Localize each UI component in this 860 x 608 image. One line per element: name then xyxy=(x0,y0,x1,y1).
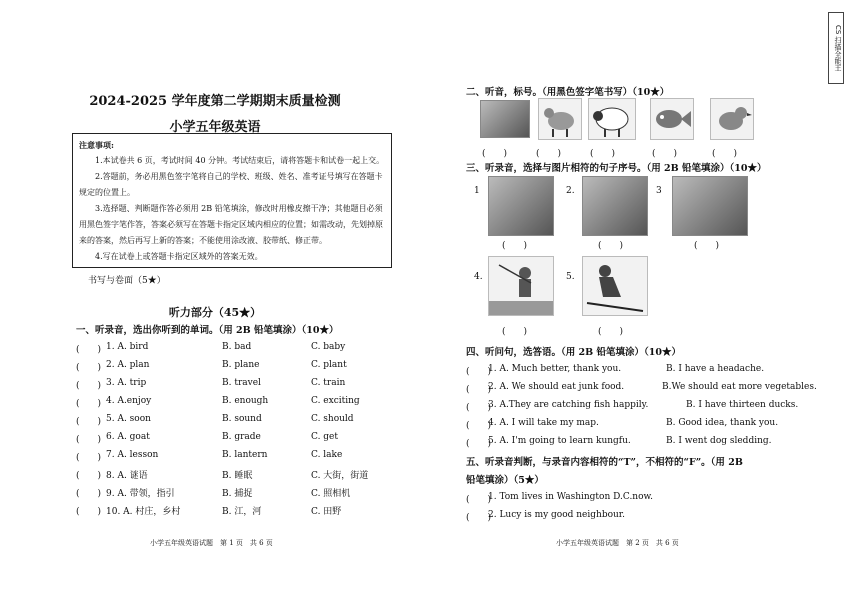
question-row xyxy=(466,418,846,434)
option-b: B. 江，河 xyxy=(222,507,262,517)
exam-subtitle: 小学五年级英语 xyxy=(169,120,261,135)
option-a: 10. A. 村庄，乡村 xyxy=(106,507,181,517)
fishing-icon xyxy=(489,257,553,315)
answer-paren[interactable]: ( ) xyxy=(76,363,102,373)
option-a: 6. A. goat xyxy=(106,432,150,442)
page-2 xyxy=(430,0,860,608)
question-row xyxy=(76,504,406,522)
answer-paren[interactable]: ( ) xyxy=(76,399,102,409)
page-footer: 小学五年级英语试题 第 1 页 共 6 页 xyxy=(150,539,273,547)
answer-paren[interactable]: ( ) xyxy=(466,421,492,431)
statement-text: 1. Tom lives in Washington D.C.now. xyxy=(488,492,654,502)
option-a: 3. A. trip xyxy=(106,378,147,388)
answer-paren[interactable]: ( ) xyxy=(466,385,492,395)
answer-paren[interactable]: ( ) xyxy=(598,241,624,251)
option-c: C. get xyxy=(311,432,338,442)
option-b: B. sound xyxy=(222,414,262,424)
option-b: B. I went dog sledding. xyxy=(666,436,772,446)
exam-title: 2024-2025 学年度第二学期期末质量检测 xyxy=(89,94,341,109)
question-row xyxy=(76,486,406,504)
answer-paren[interactable]: ( ) xyxy=(466,439,492,449)
question-row xyxy=(76,342,406,360)
answer-paren[interactable]: ( ) xyxy=(536,149,562,159)
picture-fishing xyxy=(488,256,554,316)
question-row xyxy=(466,436,846,452)
option-a: 9. A. 带领，指引 xyxy=(106,489,175,499)
question-row xyxy=(466,492,846,508)
question-row xyxy=(76,414,406,432)
answer-paren[interactable]: ( ) xyxy=(76,453,102,463)
answer-paren[interactable]: ( ) xyxy=(598,327,624,337)
answer-paren[interactable]: ( ) xyxy=(502,327,528,337)
answer-paren[interactable]: ( ) xyxy=(76,417,102,427)
picture-sheep xyxy=(588,98,636,140)
goat-icon xyxy=(539,99,581,139)
option-b: B. enough xyxy=(222,396,269,406)
question-row xyxy=(76,468,406,486)
answer-paren[interactable]: ( ) xyxy=(712,149,738,159)
option-a: 2. A. We should eat junk food. xyxy=(488,382,625,392)
answer-paren[interactable]: ( ) xyxy=(466,403,492,413)
skiing-icon xyxy=(583,257,647,315)
notice-item: 2.答题前，务必用黑色签字笔将自己的学校、班级、姓名、准考证号填写在答题卡规定的位置上。 xyxy=(79,172,383,197)
option-a: 8. A. 谜语 xyxy=(106,471,148,481)
answer-paren[interactable]: ( ) xyxy=(502,241,528,251)
picture-fish xyxy=(650,98,694,140)
question-row xyxy=(76,450,406,468)
picture-walking xyxy=(582,176,648,236)
question-row xyxy=(76,432,406,450)
option-b: B. Good idea, thank you. xyxy=(666,418,779,428)
section-5-title-cont: 铅笔填涂）（5★） xyxy=(466,475,544,486)
option-a: 1. A. Much better, thank you. xyxy=(488,364,622,374)
answer-paren[interactable]: ( ) xyxy=(76,381,102,391)
answer-paren[interactable]: ( ) xyxy=(590,149,616,159)
picture-number: 1 xyxy=(474,186,480,196)
question-row xyxy=(76,360,406,378)
option-a: 4. A.enjoy xyxy=(106,396,152,406)
option-c: C. 照相机 xyxy=(311,489,351,499)
answer-paren[interactable]: ( ) xyxy=(694,241,720,251)
option-b: B. bad xyxy=(222,342,252,352)
answer-paren[interactable]: ( ) xyxy=(482,149,508,159)
answer-paren[interactable]: ( ) xyxy=(76,471,102,481)
option-c: C. lake xyxy=(311,450,343,460)
question-row xyxy=(466,400,846,416)
option-a: 7. A. lesson xyxy=(106,450,159,460)
option-a: 5. A. soon xyxy=(106,414,151,424)
option-c: C. should xyxy=(311,414,354,424)
section-5-title: 五、听录音判断，与录音内容相符的“T”，不相符的“F”。（用 2B xyxy=(466,457,743,468)
question-row xyxy=(76,378,406,396)
option-a: 4. A. I will take my map. xyxy=(488,418,599,428)
answer-paren[interactable]: ( ) xyxy=(466,513,492,523)
answer-paren[interactable]: ( ) xyxy=(76,507,102,517)
picture-number: 4. xyxy=(474,272,483,282)
answer-paren[interactable]: ( ) xyxy=(466,495,492,505)
option-c: C. exciting xyxy=(311,396,360,406)
option-b: B.We should eat more vegetables. xyxy=(662,382,817,392)
fish-icon xyxy=(651,99,693,139)
option-a: 1. A. bird xyxy=(106,342,149,352)
notice-heading: 注意事项: xyxy=(79,140,114,150)
option-c: C. baby xyxy=(311,342,346,352)
notice-item: 1.本试卷共 6 页，考试时间 40 分钟。考试结束后，请将答题卡和试卷一起上交。 xyxy=(95,156,385,165)
section-4-title: 四、听问句，选答语。（用 2B 铅笔填涂）（10★） xyxy=(466,347,681,358)
answer-paren[interactable]: ( ) xyxy=(76,489,102,499)
option-a: 3. A.They are catching fish happily. xyxy=(488,400,649,410)
picture-number: 3 xyxy=(656,186,662,196)
notice-box xyxy=(72,133,392,268)
picture-goat xyxy=(538,98,582,140)
section-1-title: 一、听录音，选出你听到的单词。（用 2B 铅笔填涂）（10★） xyxy=(76,325,339,336)
question-row xyxy=(466,364,846,380)
notice-item: 4.写在试卷上或答题卡指定区域外的答案无效。 xyxy=(95,252,263,261)
option-a: 2. A. plan xyxy=(106,360,150,370)
picture-playing xyxy=(672,176,748,236)
picture-number: 5. xyxy=(566,272,575,282)
section-3-title: 三、听录音，选择与图片相符的句子序号。（用 2B 铅笔填涂）（10★） xyxy=(466,163,767,174)
option-c: C. 大街，街道 xyxy=(311,471,369,481)
option-c: C. 田野 xyxy=(311,507,342,517)
option-b: B. travel xyxy=(222,378,261,388)
page-footer: 小学五年级英语试题 第 2 页 共 6 页 xyxy=(556,539,679,547)
statement-text: 2. Lucy is my good neighbour. xyxy=(488,510,625,520)
picture-number: 2. xyxy=(566,186,575,196)
option-a: 5. A. I'm going to learn kungfu. xyxy=(488,436,631,446)
option-b: B. grade xyxy=(222,432,261,442)
listening-heading: 听力部分（45★） xyxy=(168,306,262,319)
answer-paren[interactable]: ( ) xyxy=(652,149,678,159)
answer-paren[interactable]: ( ) xyxy=(76,345,102,355)
answer-paren[interactable]: ( ) xyxy=(76,435,102,445)
picture-skiing xyxy=(582,256,648,316)
picture-bird xyxy=(710,98,754,140)
question-row xyxy=(76,396,406,414)
option-c: C. train xyxy=(311,378,346,388)
option-b: B. lantern xyxy=(222,450,268,460)
notice-item: 3.选择题、判断题作答必须用 2B 铅笔填涂，修改时用橡皮擦干净；其他题目必须用黑色签字笔作答，答案必须写在答题卡指定区域内相应的位置；如需改动，先划掉原来的答案，然后再写上新的答案；不能使用涂改液、胶带纸、修正带。 xyxy=(79,204,383,245)
picture-opera xyxy=(488,176,554,236)
writing-score-note: 书写与卷面（5★） xyxy=(88,276,166,286)
option-b: B. plane xyxy=(222,360,260,370)
scanner-watermark: CS 扫描全能王 xyxy=(828,12,844,84)
option-b: B. I have thirteen ducks. xyxy=(686,400,799,410)
picture-scenery xyxy=(480,100,530,138)
option-c: C. plant xyxy=(311,360,347,370)
question-row xyxy=(466,382,846,398)
bird-icon xyxy=(711,99,753,139)
option-b: B. I have a headache. xyxy=(666,364,765,374)
question-row xyxy=(466,510,846,526)
sheep-icon xyxy=(589,99,635,139)
option-b: B. 睡眠 xyxy=(222,471,253,481)
section-2-title: 二、听音，标号。（用黑色签字笔书写）（10★） xyxy=(466,87,670,98)
option-b: B. 捕捉 xyxy=(222,489,253,499)
answer-paren[interactable]: ( ) xyxy=(466,367,492,377)
